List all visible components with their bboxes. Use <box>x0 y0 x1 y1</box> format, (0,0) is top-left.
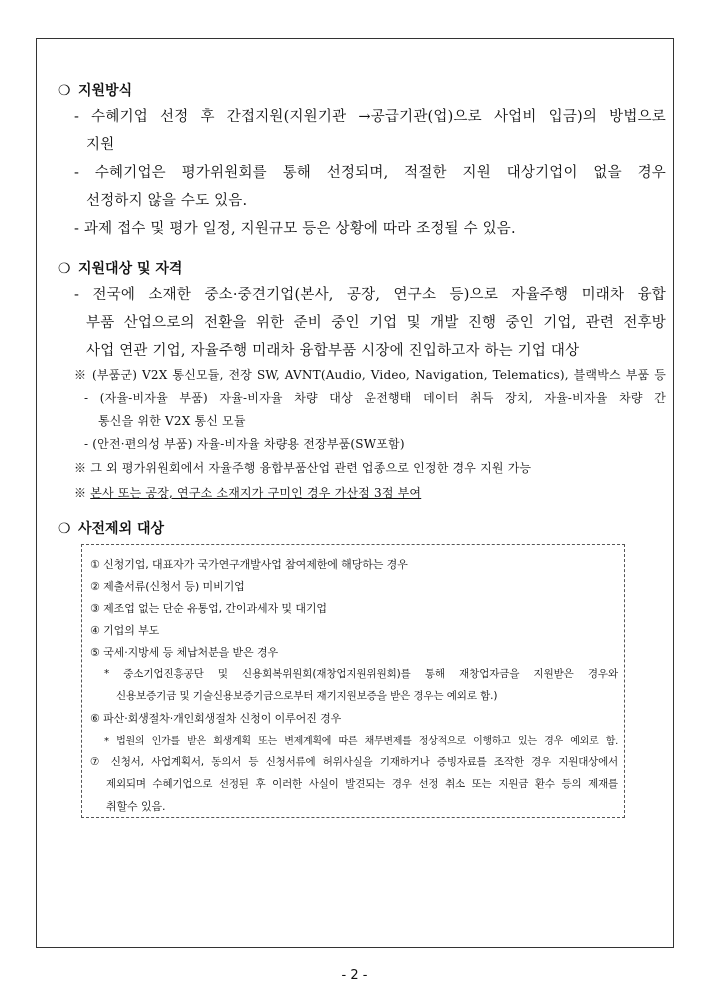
note-line: - (자율-비자율 부품) 자율-비자율 차량 대상 운전행태 데이터 취득 장치, 자율-비자율 차량 간 <box>84 391 666 405</box>
text-line: 선정하지 않을 수도 있음. <box>86 193 248 209</box>
exclusion-item: ⑥ 파산·회생절차·개인회생절차 신청이 이루어진 경우 <box>90 712 342 725</box>
exclusion-item: ④ 기업의 부도 <box>90 624 160 637</box>
text-line: - 전국에 소재한 중소·중견기업(본사, 공장, 연구소 등)으로 자율주행 미래차 융합 <box>74 287 666 303</box>
exclusion-subnote: * 법원의 인가를 받은 회생계획 또는 변제계획에 따른 채무변제를 정상적으로 이행하고 있는 경우 예외로 함. <box>104 736 618 747</box>
text-line: 지원 <box>86 137 115 153</box>
note-line: ※ (부품군) V2X 통신모듈, 전장 SW, AVNT(Audio, Video, Navigation, Telematics), 블랙박스 부품 등 <box>74 368 666 382</box>
exclusion-subnote: * 중소기업진흥공단 및 신용회복위원회(재창업지원위원회)를 통해 재창업자금을 지원받은 경우와 <box>104 668 618 680</box>
section-title-exclusions: ❍ 사전제외 대상 <box>58 521 165 537</box>
section-title-eligibility: ❍ 지원대상 및 자격 <box>58 261 183 277</box>
exclusion-item-cont: 제외되며 수혜기업으로 선정된 후 이러한 사실이 발견되는 경우 선정 취소 또는 지원금 환수 등의 제재를 <box>106 778 618 790</box>
exclusion-item: ⑦ 신청서, 사업계획서, 동의서 등 신청서류에 허위사실을 기재하거나 증빙자료를 조작한 경우 지원대상에서 <box>90 756 618 768</box>
exclusion-item: ⑤ 국세·지방세 등 체납처분을 받은 경우 <box>90 646 279 659</box>
note-line-bonus: ※ 본사 또는 공장, 연구소 소재지가 구미인 경우 가산점 3점 부여 <box>74 486 422 500</box>
text-line: - 과제 접수 및 평가 일정, 지원규모 등은 상황에 따라 조정될 수 있음. <box>74 221 516 237</box>
bonus-points-text: 본사 또는 공장, 연구소 소재지가 구미인 경우 가산점 3점 부여 <box>90 486 422 500</box>
circle-bullet-icon: ❍ <box>58 83 71 99</box>
text-line: 부품 산업으로의 전환을 위한 준비 중인 기업 및 개발 진행 중인 기업, 관련 전후방 <box>86 315 666 331</box>
exclusion-item-cont: 취할수 있음. <box>106 800 166 813</box>
note-line: 통신을 위한 V2X 통신 모듈 <box>98 414 246 428</box>
note-line: - (안전·편의성 부품) 자율-비자율 차량용 전장부품(SW포함) <box>84 437 405 451</box>
text-line: - 수혜기업 선정 후 간접지원(지원기관 →공급기관(업)으로 사업비 입금)의 방법으로 <box>74 109 666 125</box>
circle-bullet-icon: ❍ <box>58 521 71 537</box>
exclusion-item: ② 제출서류(신청서 등) 미비기업 <box>90 580 245 593</box>
exclusion-item: ① 신청기업, 대표자가 국가연구개발사업 참여제한에 해당하는 경우 <box>90 558 408 571</box>
circle-bullet-icon: ❍ <box>58 261 71 277</box>
text-line: - 수혜기업은 평가위원회를 통해 선정되며, 적절한 지원 대상기업이 없을 경우 <box>74 165 666 181</box>
text-line: 사업 연관 기업, 자율주행 미래차 융합부품 시장에 진입하고자 하는 기업 대상 <box>86 343 580 359</box>
page-number: - 2 - <box>341 968 368 983</box>
note-line: ※ 그 외 평가위원회에서 자율주행 융합부품산업 관련 업종으로 인정한 경우 지원 가능 <box>74 461 532 475</box>
exclusion-item: ③ 제조업 없는 단순 유통업, 간이과세자 및 대기업 <box>90 602 327 615</box>
exclusion-subnote: 신용보증기금 및 기술신용보증기금으로부터 재기지원보증을 받은 경우는 예외로 함.) <box>116 690 498 702</box>
section-title-support-method: ❍ 지원방식 <box>58 83 133 99</box>
